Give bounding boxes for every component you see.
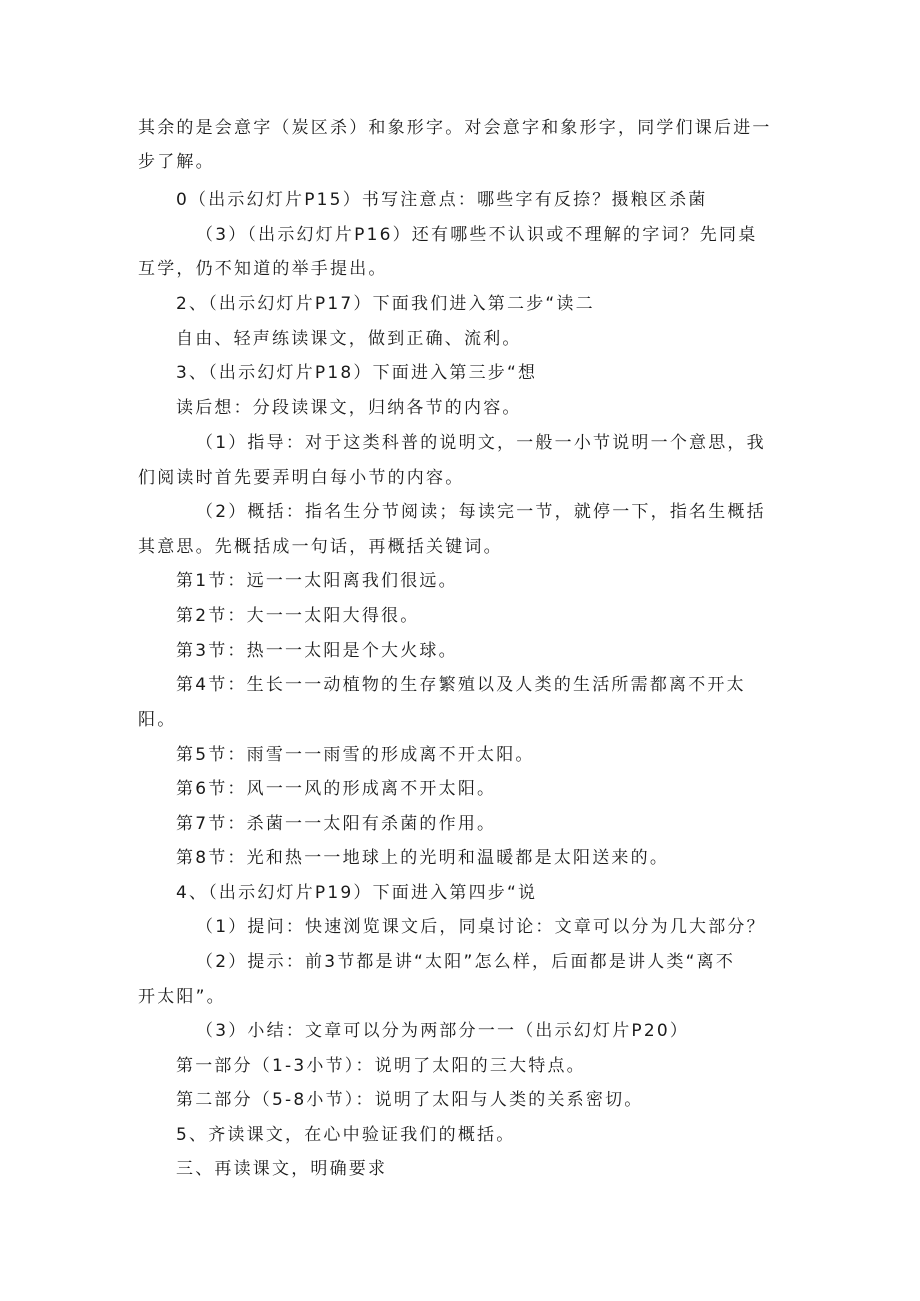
text-line: 三、再读课文，明确要求 (176, 1159, 388, 1179)
text-line: 第二部分（5-8小节）：说明了太阳与人类的关系密切。 (176, 1090, 644, 1110)
text-line: 第1节：远一一太阳离我们很远。 (176, 571, 458, 591)
text-line: 0（出示幻灯片P15）书写注意点：哪些字有反捺？摄粮区杀菌 (176, 190, 708, 210)
text-line: 第8节：光和热一一地球上的光明和温暖都是太阳送来的。 (176, 848, 670, 868)
text-line: （1）提问：快速浏览课文后，同桌讨论：文章可以分为几大部分？ (196, 917, 766, 937)
text-line: 开太阳”。 (138, 987, 226, 1007)
text-line: 第2节：大一一太阳大得很。 (176, 606, 420, 626)
text-line: 3、（出示幻灯片P18）下面进入第三步“想 (176, 363, 538, 383)
text-line: 第4节：生长一一动植物的生存繁殖以及人类的生活所需都离不开太 (176, 675, 746, 695)
text-line: 们阅读时首先要弄明白每小节的内容。 (138, 468, 465, 488)
text-line: 2、（出示幻灯片P17）下面我们进入第二步“读二 (176, 294, 595, 314)
text-line: 其意思。先概括成一句话，再概括关键词。 (138, 537, 503, 557)
text-line: 第3节：热一一太阳是个大火球。 (176, 641, 458, 661)
text-line: （2）概括：指名生分节阅读；每读完一节，就停一下，指名生概括 (196, 502, 766, 522)
text-line: 4、（出示幻灯片P19）下面进入第四步“说 (176, 883, 538, 903)
text-line: 第7节：杀菌一一太阳有杀菌的作用。 (176, 814, 497, 834)
text-line: 5、齐读课文，在心中验证我们的概括。 (176, 1125, 516, 1145)
text-line: 自由、轻声练读课文，做到正确、流利。 (176, 329, 522, 349)
text-line: （3）小结：文章可以分为两部分一一（出示幻灯片P20） (196, 1021, 690, 1041)
text-line: 互学，仍不知道的举手提出。 (138, 259, 388, 279)
text-line: 阳。 (138, 710, 177, 730)
text-line: 其余的是会意字（炭区杀）和象形字。对会意字和象形字，同学们课后进一 (138, 118, 772, 138)
text-line: （1）指导：对于这类科普的说明文，一般一小节说明一个意思，我 (196, 433, 766, 453)
text-line: 第6节：风一一风的形成离不开太阳。 (176, 779, 497, 799)
text-line: 读后想：分段读课文，归纳各节的内容。 (176, 398, 522, 418)
text-line: 第5节：雨雪一一雨雪的形成离不开太阳。 (176, 745, 535, 765)
text-line: （2）提示：前3节都是讲“太阳”怎么样，后面都是讲人类“离不 (196, 952, 736, 972)
text-line: （3）（出示幻灯片P16）还有哪些不认识或不理解的字词？先同桌 (196, 225, 758, 245)
text-line: 步了解。 (138, 152, 215, 172)
text-line: 第一部分（1-3小节）：说明了太阳的三大特点。 (176, 1056, 586, 1076)
